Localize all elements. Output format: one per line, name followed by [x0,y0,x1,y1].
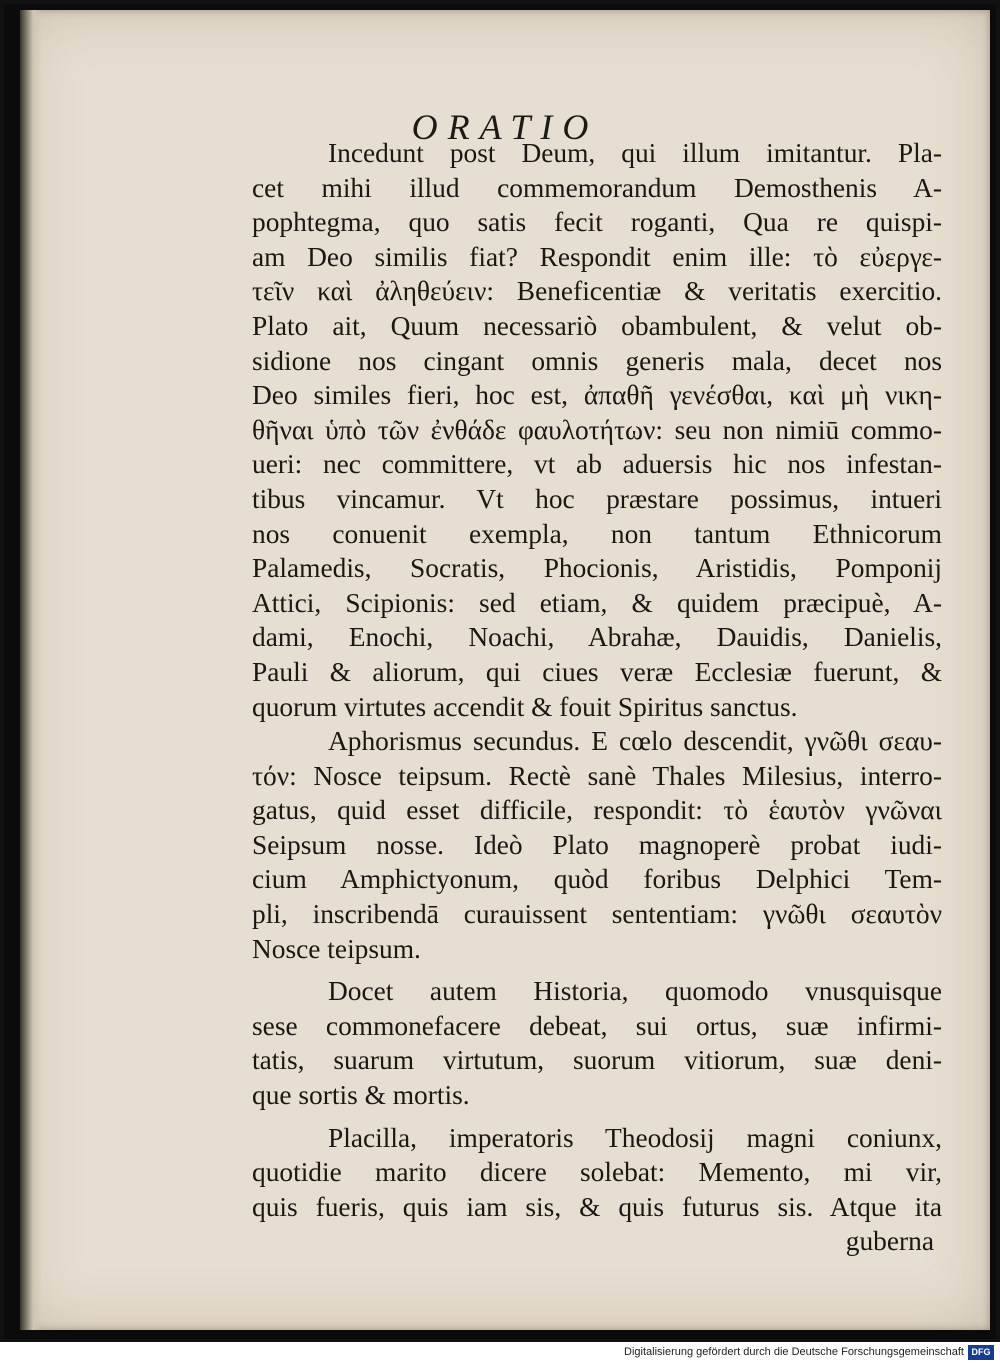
text-line: τόν: Nosce teipsum. Rectè sanè Thales Milesius, interro- [252,760,942,791]
running-head: ORATIO [411,107,599,147]
text-line: tibus vincamur. Vt hoc præstare possimus, intueri [252,483,942,514]
dfg-logo: DFG [968,1345,994,1360]
digitization-footer [0,1342,1000,1365]
text-line: Aphorismus secundus. E cœlo descendit, γνῶθι σεαυ- [328,726,942,757]
text-line: quotidie marito dicere solebat: Memento, mi vir, [252,1157,942,1188]
text-line: nos conuenit exempla, non tantum Ethnicorum [252,518,942,549]
text-line: τεῖν καὶ ἀληθεύειν: Beneficentiæ & veritatis exercitio. [252,276,942,307]
text-line: Seipsum nosse. Ideò Plato magnoperè probat iudi- [252,829,942,860]
text-line: ueri: nec committere, vt ab aduersis hic nos infestan- [252,449,942,480]
text-line: quorum virtutes accendit & fouit Spiritus sanctus. [252,691,798,722]
text-line: Deo similes fieri, hoc est, ἀπαθῆ γενέσθαι, καὶ μὴ νικη- [252,380,942,411]
text-line: Pauli & aliorum, qui ciues veræ Ecclesiæ fuerunt, & [252,656,942,687]
text-line: θῆναι ὑπὸ τῶν ἐνθάδε φαυλοτήτων: seu non nimiū commo- [252,414,942,445]
text-line: quis fueris, quis iam sis, & quis futurus sis. Atque ita [252,1191,942,1222]
text-line: gatus, quid esset difficile, respondit: τὸ ἑαυτὸν γνῶναι [252,795,942,826]
text-line: Palamedis, Socratis, Phocionis, Aristidis, Pomponij [252,553,942,584]
page-gutter-shadow [20,10,42,1330]
text-line: cium Amphictyonum, quòd foribus Delphici Tem- [252,864,942,895]
text-line: Attici, Scipionis: sed etiam, & quidem præcipuè, A- [252,587,942,618]
text-line: sese commonefacere debeat, sui ortus, suæ infirmi- [252,1010,942,1041]
text-line: dami, Enochi, Noachi, Abrahæ, Dauidis, Danielis, [252,622,942,653]
body-text [252,136,942,1259]
text-line: Incedunt post Deum, qui illum imitantur. Pla- [328,138,942,168]
text-line: Placilla, imperatoris Theodosij magni coniunx, [328,1122,942,1153]
text-line: Nosce teipsum. [252,933,421,964]
funding-credit: Digitalisierung gefördert durch die Deutsche Forschungsgemeinschaft [624,1346,964,1358]
text-line: tatis, suarum virtutum, suorum vitiorum, suæ deni- [252,1045,942,1076]
text-line: sidione nos cingant omnis generis mala, decet nos [252,345,942,376]
text-line: am Deo similis fiat? Respondit enim ille: τὸ εὐεργε- [252,241,942,272]
text-line: pophtegma, quo satis fecit roganti, Qua re quispi- [252,207,942,238]
text-line: cet mihi illud commemorandum Demosthenis A- [252,172,942,203]
text-line: que sortis & mortis. [252,1080,470,1111]
text-line: Plato ait, Quum necessariò obambulent, & velut ob- [252,310,942,341]
text-line: Docet autem Historia, quomodo vnusquisque [328,976,942,1007]
text-line: pli, inscribendā curauissent sententiam: γνῶθι σεαυτὸν [252,899,942,930]
catchword: guberna [845,1226,934,1257]
